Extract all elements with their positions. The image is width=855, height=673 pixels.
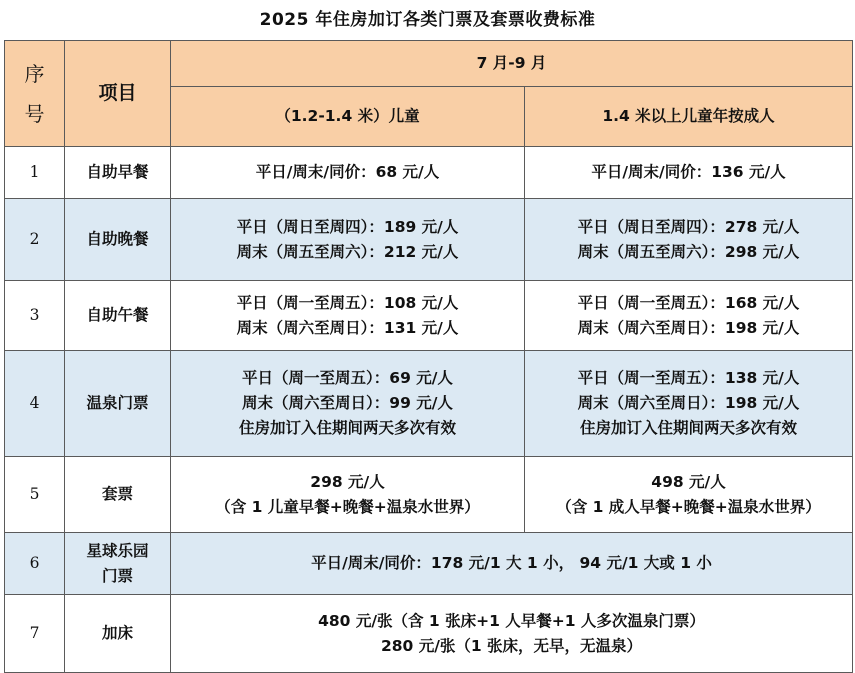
price-line: 平日（周日至周四）：278 元/人	[577, 217, 800, 236]
price-line: 住房加订入住期间两天多次有效	[580, 419, 798, 437]
price-line: 周末（周五至周六）：212 元/人	[236, 242, 459, 261]
price-line: 298 元/人	[310, 472, 385, 491]
row-adult-price	[525, 147, 853, 199]
row-item: 套票	[65, 457, 171, 533]
header-seq-line: 序	[24, 61, 45, 86]
row-seq: 6	[5, 533, 65, 595]
price-line: 平日（周一至周五）：138 元/人	[577, 369, 800, 387]
price-line: 住房加订入住期间两天多次有效	[238, 419, 456, 437]
header-child-column: （1.2-1.4 米）儿童	[171, 87, 525, 147]
row-seq: 1	[5, 147, 65, 199]
header-adult-column: 1.4 米以上儿童年按成人	[525, 87, 853, 147]
price-line: 平日（周一至周五）：69 元/人	[242, 369, 453, 387]
row-seq: 2	[5, 199, 65, 281]
price-line: 平日（周日至周四）：189 元/人	[236, 217, 459, 236]
price-line: 498 元/人	[651, 472, 726, 491]
item-line: 星球乐园	[86, 541, 149, 560]
row-adult-price	[525, 351, 853, 457]
row-merged-price	[171, 595, 853, 673]
table-row	[5, 147, 853, 199]
price-line: 周末（周六至周日）：131 元/人	[236, 318, 459, 337]
price-line: 280 元/张（1 张床，无早，无温泉）	[380, 636, 643, 655]
table-row	[5, 595, 853, 673]
fee-table	[4, 40, 853, 673]
price-line: 平日/周末/同价：178 元/1 大 1 小， 94 元/1 大或 1 小	[311, 554, 712, 572]
price-line: 平日/周末/同价：68 元/人	[255, 163, 440, 181]
table-row	[5, 533, 853, 595]
table-row	[5, 351, 853, 457]
header-seq-line: 号	[24, 101, 45, 126]
row-child-price	[171, 351, 525, 457]
row-child-price	[171, 199, 525, 281]
price-line: 周末（周五至周六）：298 元/人	[577, 242, 800, 261]
row-child-price	[171, 457, 525, 533]
header-item-cell: 项目	[65, 41, 171, 147]
row-item: 自助午餐	[65, 281, 171, 351]
price-line: 平日（周一至周五）：108 元/人	[236, 293, 459, 312]
row-item: 自助早餐	[65, 147, 171, 199]
row-seq: 3	[5, 281, 65, 351]
row-adult-price	[525, 281, 853, 351]
header-seq-cell	[5, 41, 65, 147]
row-item: 温泉门票	[65, 351, 171, 457]
item-line: 门票	[101, 566, 133, 585]
page-title: 2025 年住房加订各类门票及套票收费标准	[259, 10, 596, 30]
price-line: 平日/周末/同价：136 元/人	[591, 163, 786, 181]
price-line: 平日（周一至周五）：168 元/人	[577, 293, 800, 312]
table-row	[5, 199, 853, 281]
price-line: （含 1 成人早餐+晚餐+温泉水世界）	[556, 497, 821, 516]
price-line: 周末（周六至周日）：99 元/人	[242, 394, 453, 412]
table-row	[5, 457, 853, 533]
row-seq: 7	[5, 595, 65, 673]
table-row	[5, 281, 853, 351]
row-seq: 5	[5, 457, 65, 533]
row-item	[65, 533, 171, 595]
price-line: （含 1 儿童早餐+晚餐+温泉水世界）	[215, 497, 480, 516]
header-period-cell: 7 月-9 月	[171, 41, 853, 87]
row-child-price	[171, 147, 525, 199]
row-item: 自助晚餐	[65, 199, 171, 281]
row-adult-price	[525, 199, 853, 281]
row-seq: 4	[5, 351, 65, 457]
row-child-price	[171, 281, 525, 351]
row-item: 加床	[65, 595, 171, 673]
price-line: 480 元/张（含 1 张床+1 人早餐+1 人多次温泉门票）	[318, 611, 705, 630]
row-adult-price	[525, 457, 853, 533]
row-merged-price	[171, 533, 853, 595]
price-line: 周末（周六至周日）：198 元/人	[577, 394, 800, 412]
price-line: 周末（周六至周日）：198 元/人	[577, 318, 800, 337]
header-row-period	[5, 41, 853, 87]
